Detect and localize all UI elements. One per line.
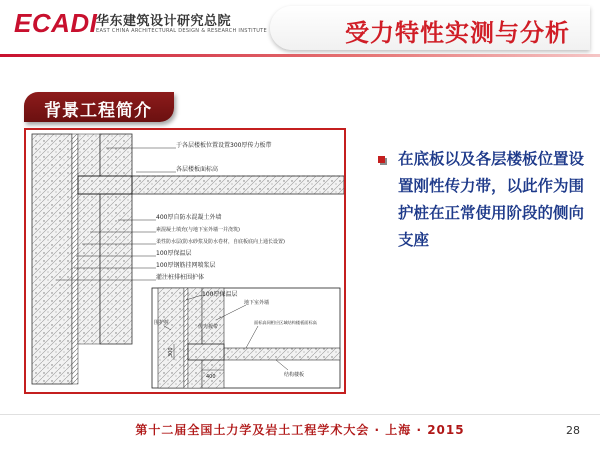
fill-concrete: [78, 134, 100, 344]
institute-name-cn: 华东建筑设计研究总院: [96, 14, 232, 29]
bullet-icon: [378, 156, 385, 163]
footer-conference: 第十二届全国土力学及岩土工程学术大会 · 上海 · 2015: [135, 423, 465, 437]
detail-label-insulation: 100厚保温层: [202, 291, 238, 298]
header-divider: [0, 54, 600, 57]
ecadi-logo: ECADI: [14, 8, 98, 38]
section-drawing-svg: [26, 130, 344, 392]
spray-layer: [72, 134, 78, 384]
label-waterproof: 柔性防水层(防水砂浆及防水卷材，自底板底向上通长设置): [156, 239, 285, 245]
dim-400: 400: [206, 374, 216, 380]
label-transfer-band: 于各层楼板位置设置300厚传力板带: [176, 142, 272, 149]
floor-slab: [132, 176, 344, 194]
detail-label-wall: 地下室外墙: [244, 300, 270, 306]
label-pile-wall: 灌注桩排桩围护体: [156, 274, 205, 281]
detail-label-pile: 围护桩: [154, 320, 170, 326]
label-slab-level: 各层楼板面标高: [176, 166, 219, 173]
header: [0, 0, 600, 62]
body-paragraph: 在底板以及各层楼板位置设置刚性传力带，以此作为围护桩在正常使用阶段的侧向支座: [398, 150, 585, 249]
engineering-drawing: [24, 128, 346, 394]
detail-label-slab: 结构楼板: [284, 372, 305, 378]
label-fill-concrete: 素混凝土填充(与地下室外墙一并浇筑): [156, 227, 240, 233]
retaining-pile: [32, 134, 72, 384]
footer-divider: [0, 414, 600, 415]
detail-label-slab-level: 面标高同相应区域结构楼板面标高: [254, 320, 317, 325]
external-wall: [100, 134, 132, 344]
title-box: [270, 6, 590, 50]
institute-name-en: EAST CHINA ARCHITECTURAL DESIGN & RESEARCH INSTITUTE: [96, 28, 267, 34]
slide-title: 受力特性实测与分析: [345, 19, 570, 47]
transfer-band: [78, 176, 132, 194]
detail-label-transfer-band: 传力板带: [198, 324, 219, 330]
label-external-wall: 400厚自防水混凝土外墙: [156, 214, 222, 221]
dim-300: 300: [168, 347, 174, 357]
page-number: 28: [566, 424, 580, 437]
label-spray-layer: 100厚钢筋挂网喷浆层: [156, 262, 216, 269]
section-tag: [24, 92, 174, 122]
label-insulation: 100厚保温层: [156, 250, 192, 257]
section-tag-label: 背景工程简介: [44, 101, 152, 121]
